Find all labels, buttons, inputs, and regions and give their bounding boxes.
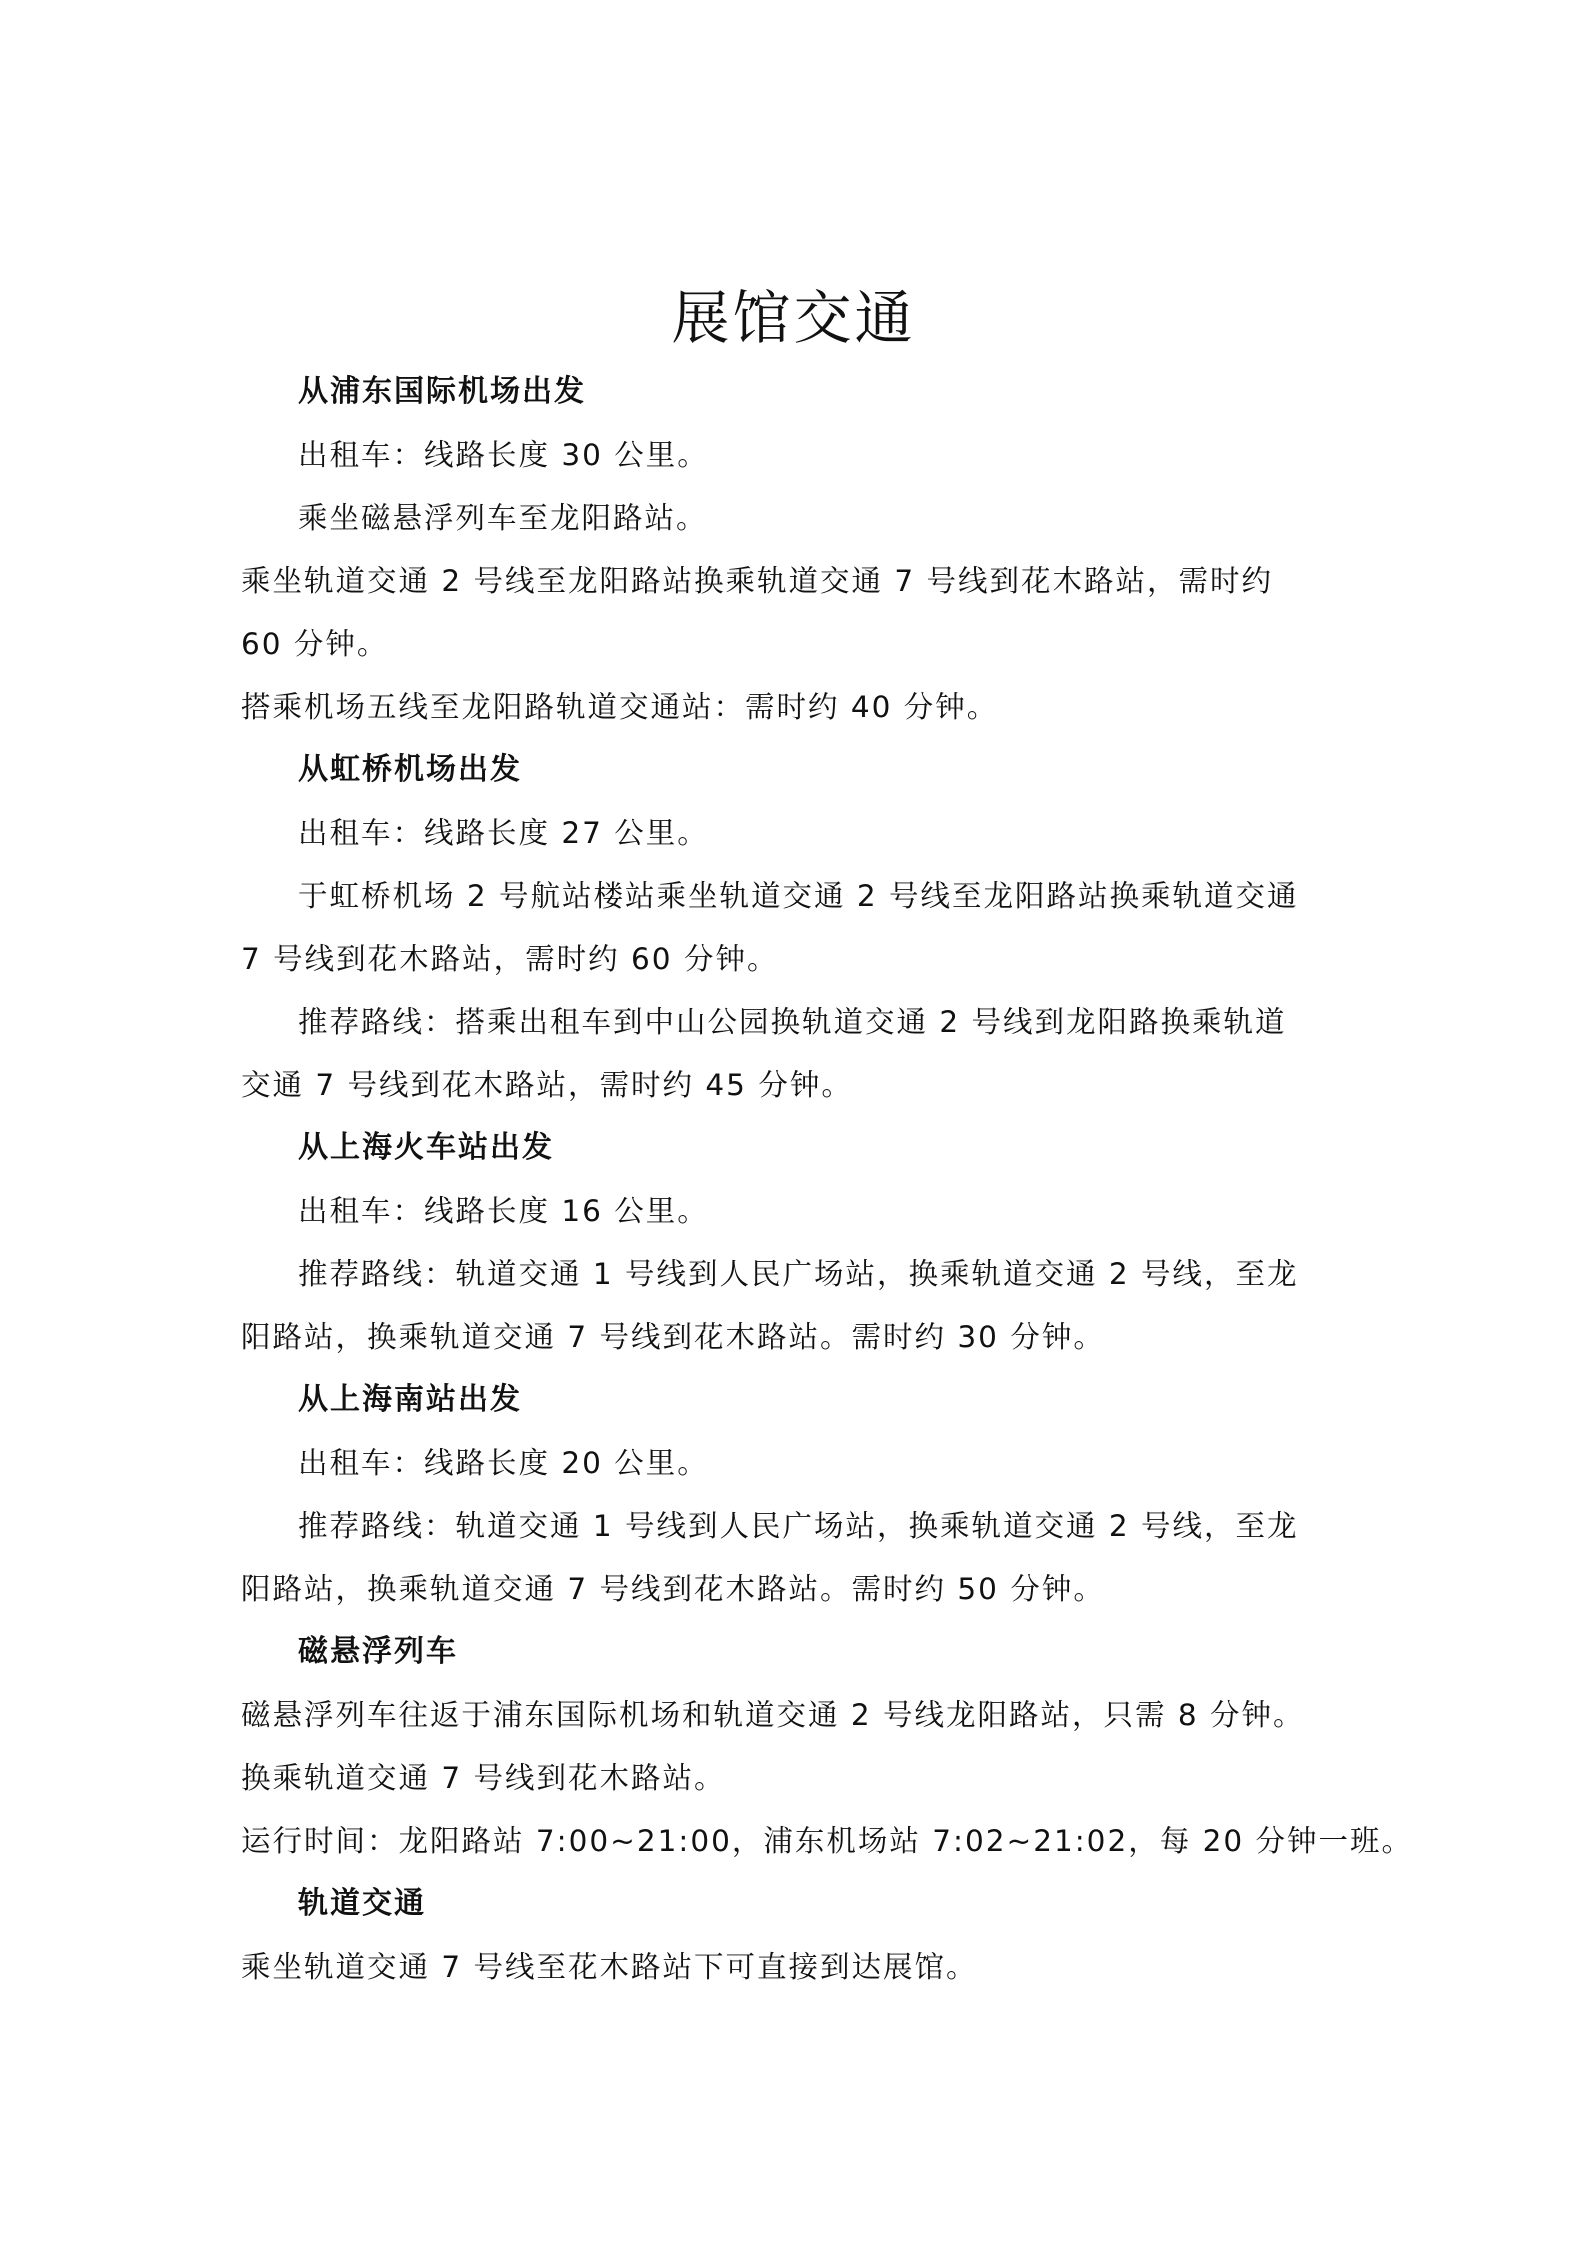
section-heading-shanghai-station: 从上海火车站出发 xyxy=(298,1130,554,1165)
paragraph-line: 阳路站，换乘轨道交通 7 号线到花木路站。需时约 50 分钟。 xyxy=(241,1572,1105,1606)
paragraph-line: 交通 7 号线到花木路站，需时约 45 分钟。 xyxy=(241,1068,853,1102)
paragraph-line: 出租车：线路长度 27 公里。 xyxy=(298,816,709,850)
paragraph-line: 阳路站，换乘轨道交通 7 号线到花木路站。需时约 30 分钟。 xyxy=(241,1320,1105,1354)
section-heading-maglev: 磁悬浮列车 xyxy=(298,1634,458,1669)
paragraph-line: 出租车：线路长度 30 公里。 xyxy=(298,438,709,472)
paragraph-line: 出租车：线路长度 16 公里。 xyxy=(298,1194,709,1228)
paragraph-line: 乘坐轨道交通 2 号线至龙阳路站换乘轨道交通 7 号线到花木路站，需时约 xyxy=(241,564,1274,598)
paragraph-line: 磁悬浮列车往返于浦东国际机场和轨道交通 2 号线龙阳路站，只需 8 分钟。 xyxy=(241,1698,1305,1732)
paragraph-line: 运行时间：龙阳路站 7:00~21:00，浦东机场站 7:02~21:02，每 20 分钟一班。 xyxy=(241,1824,1414,1858)
page-title: 展馆交通 xyxy=(671,284,916,352)
paragraph-line: 乘坐磁悬浮列车至龙阳路站。 xyxy=(298,501,708,535)
paragraph-line: 换乘轨道交通 7 号线到花木路站。 xyxy=(241,1761,726,1795)
paragraph-line: 于虹桥机场 2 号航站楼站乘坐轨道交通 2 号线至龙阳路站换乘轨道交通 xyxy=(298,879,1299,913)
paragraph-line: 推荐路线：轨道交通 1 号线到人民广场站，换乘轨道交通 2 号线，至龙 xyxy=(298,1509,1299,1543)
paragraph-line: 60 分钟。 xyxy=(241,627,389,661)
paragraph-line: 推荐路线：搭乘出租车到中山公园换轨道交通 2 号线到龙阳路换乘轨道 xyxy=(298,1005,1287,1039)
paragraph-line: 乘坐轨道交通 7 号线至花木路站下可直接到达展馆。 xyxy=(241,1950,978,1984)
paragraph-line: 出租车：线路长度 20 公里。 xyxy=(298,1446,709,1480)
paragraph-line: 搭乘机场五线至龙阳路轨道交通站：需时约 40 分钟。 xyxy=(241,690,999,724)
paragraph-line: 7 号线到花木路站，需时约 60 分钟。 xyxy=(241,942,779,976)
section-heading-metro: 轨道交通 xyxy=(298,1886,426,1921)
section-heading-pudong: 从浦东国际机场出发 xyxy=(298,374,586,409)
section-heading-south-station: 从上海南站出发 xyxy=(298,1382,522,1417)
paragraph-line: 推荐路线：轨道交通 1 号线到人民广场站，换乘轨道交通 2 号线，至龙 xyxy=(298,1257,1299,1291)
section-heading-hongqiao: 从虹桥机场出发 xyxy=(298,752,522,787)
